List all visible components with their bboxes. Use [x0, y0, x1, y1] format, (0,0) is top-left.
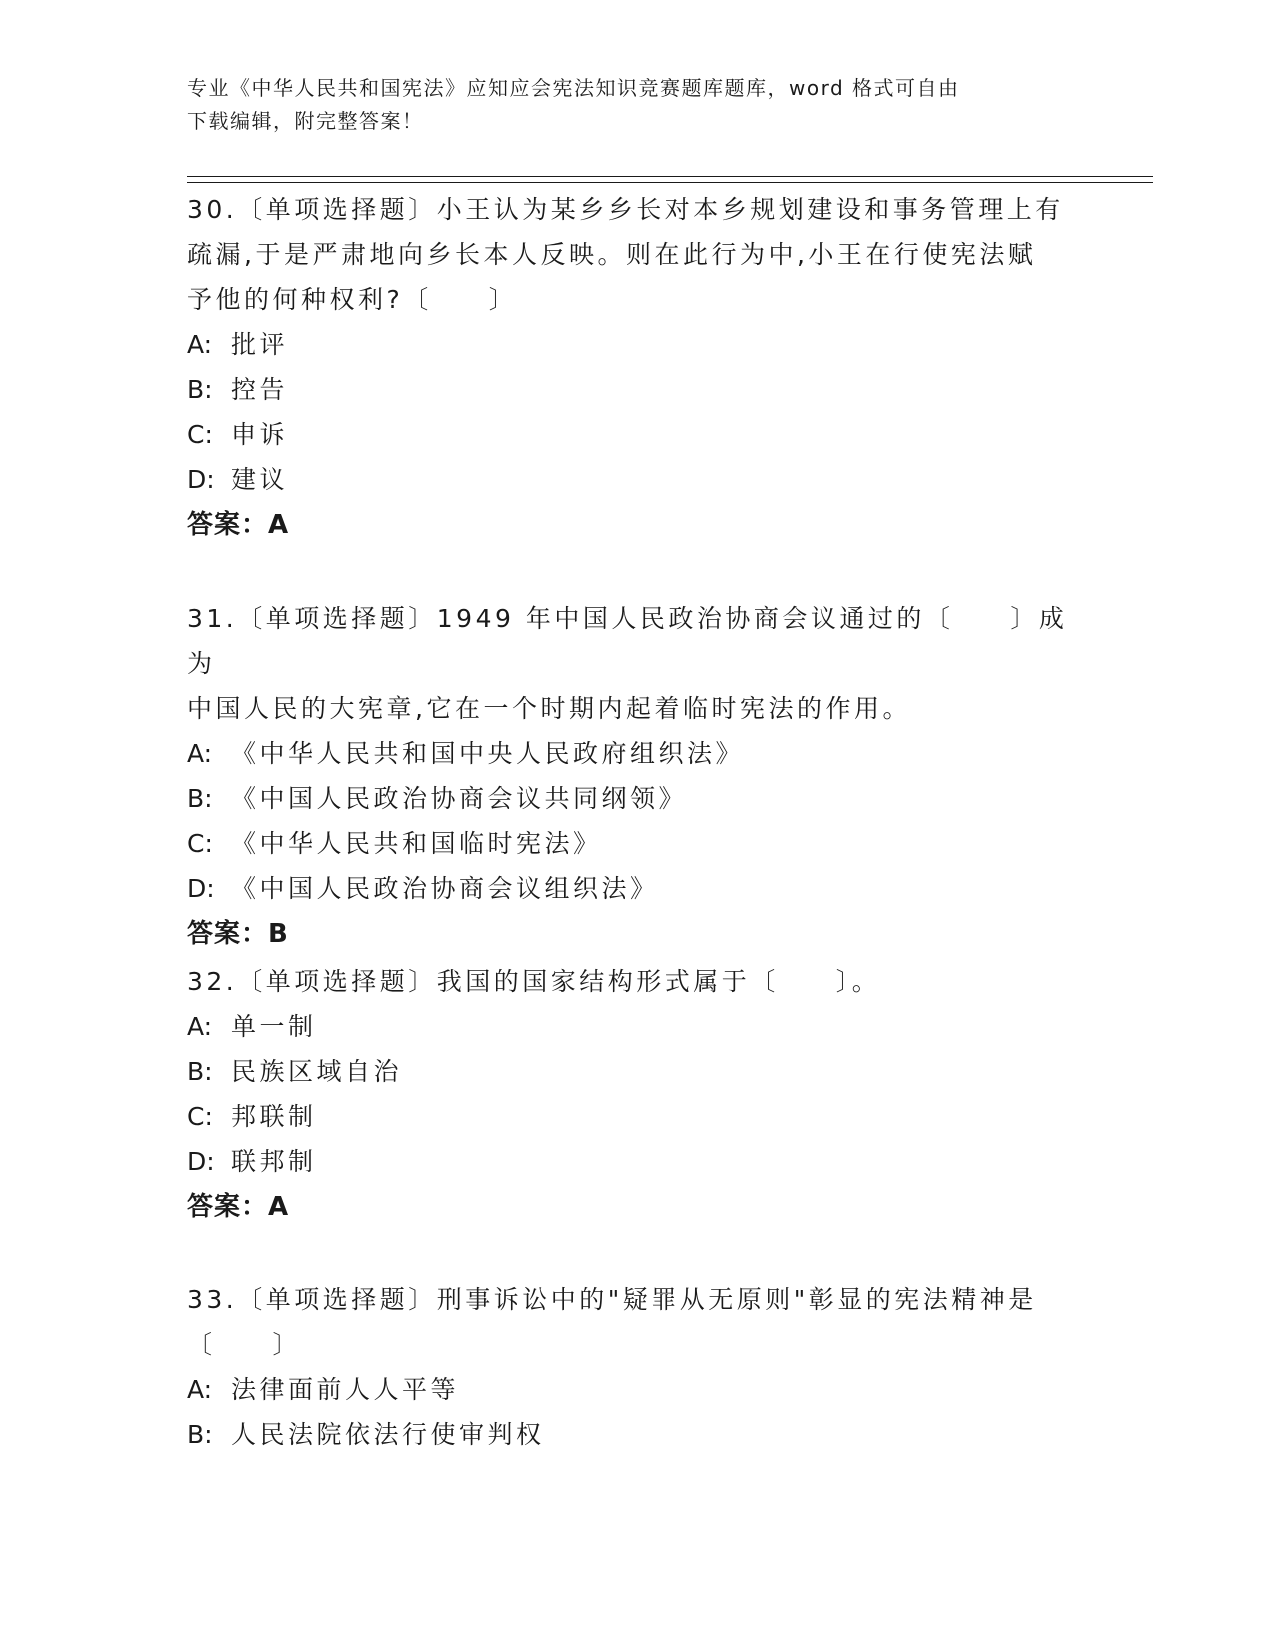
option-letter: D: — [187, 1147, 215, 1176]
option-c — [187, 821, 1087, 866]
option-text: 建议 — [231, 465, 289, 494]
header-line-1: 专业《中华人民共和国宪法》应知应会宪法知识竞赛题库题库，word 格式可自由 — [187, 76, 960, 100]
option-b — [187, 776, 1087, 821]
question-30 — [187, 187, 1087, 548]
option-text: 法律面前人人平等 — [231, 1375, 460, 1404]
option-letter: A: — [187, 330, 213, 359]
option-a — [187, 1004, 1087, 1049]
question-stem-line: 〔 〕 — [187, 1330, 302, 1359]
option-letter: A: — [187, 1375, 213, 1404]
option-a — [187, 731, 1087, 776]
option-text: 《中华人民共和国临时宪法》 — [231, 829, 602, 858]
option-text: 邦联制 — [231, 1102, 317, 1131]
option-a — [187, 322, 1087, 367]
answer-line: 答案：A — [187, 1192, 290, 1222]
question-stem-line: 33.〔单项选择题〕刑事诉讼中的"疑罪从无原则"彰显的宪法精神是 — [187, 1285, 1037, 1314]
option-text: 联邦制 — [231, 1147, 317, 1176]
option-letter: C: — [187, 829, 213, 858]
option-d — [187, 457, 1087, 502]
option-c — [187, 412, 1087, 457]
option-b — [187, 367, 1087, 412]
option-d — [187, 866, 1087, 911]
option-text: 单一制 — [231, 1012, 317, 1041]
option-letter: D: — [187, 874, 215, 903]
option-letter: C: — [187, 420, 213, 449]
option-letter: B: — [187, 375, 213, 404]
option-text: 批评 — [231, 330, 289, 359]
question-stem-line: 疏漏,于是严肃地向乡长本人反映。则在此行为中,小王在行使宪法赋 — [187, 240, 1037, 269]
question-stem-line: 31.〔单项选择题〕1949 年中国人民政治协商会议通过的〔 〕成为 — [187, 604, 1068, 678]
option-text: 《中华人民共和国中央人民政府组织法》 — [231, 739, 745, 768]
option-text: 申诉 — [231, 420, 289, 449]
option-letter: B: — [187, 1420, 213, 1449]
option-b — [187, 1412, 1087, 1457]
header-divider-bottom — [187, 182, 1153, 183]
option-b — [187, 1049, 1087, 1094]
option-letter: A: — [187, 1012, 213, 1041]
option-letter: D: — [187, 465, 215, 494]
question-stem-line: 30.〔单项选择题〕小王认为某乡乡长对本乡规划建设和事务管理上有 — [187, 195, 1064, 224]
question-stem-line: 予他的何种权利?〔 〕 — [187, 285, 518, 314]
option-letter: C: — [187, 1102, 213, 1131]
header-divider-top — [187, 176, 1153, 177]
option-text: 民族区域自治 — [231, 1057, 403, 1086]
option-a — [187, 1367, 1087, 1412]
question-32 — [187, 959, 1087, 1230]
option-d — [187, 1139, 1087, 1184]
question-33 — [187, 1277, 1087, 1457]
option-letter: B: — [187, 1057, 213, 1086]
option-text: 人民法院依法行使审判权 — [231, 1420, 545, 1449]
answer-line: 答案：B — [187, 919, 289, 949]
option-text: 控告 — [231, 375, 289, 404]
question-stem-line: 中国人民的大宪章,它在一个时期内起着临时宪法的作用。 — [187, 694, 911, 723]
option-c — [187, 1094, 1087, 1139]
option-text: 《中国人民政治协商会议组织法》 — [231, 874, 659, 903]
option-letter: B: — [187, 784, 213, 813]
question-stem-line: 32.〔单项选择题〕我国的国家结构形式属于〔 〕。 — [187, 967, 881, 996]
option-text: 《中国人民政治协商会议共同纲领》 — [231, 784, 688, 813]
option-letter: A: — [187, 739, 213, 768]
document-header — [187, 72, 1067, 138]
header-line-2: 下载编辑，附完整答案！ — [187, 109, 424, 133]
question-31 — [187, 596, 1087, 957]
answer-line: 答案：A — [187, 510, 290, 540]
